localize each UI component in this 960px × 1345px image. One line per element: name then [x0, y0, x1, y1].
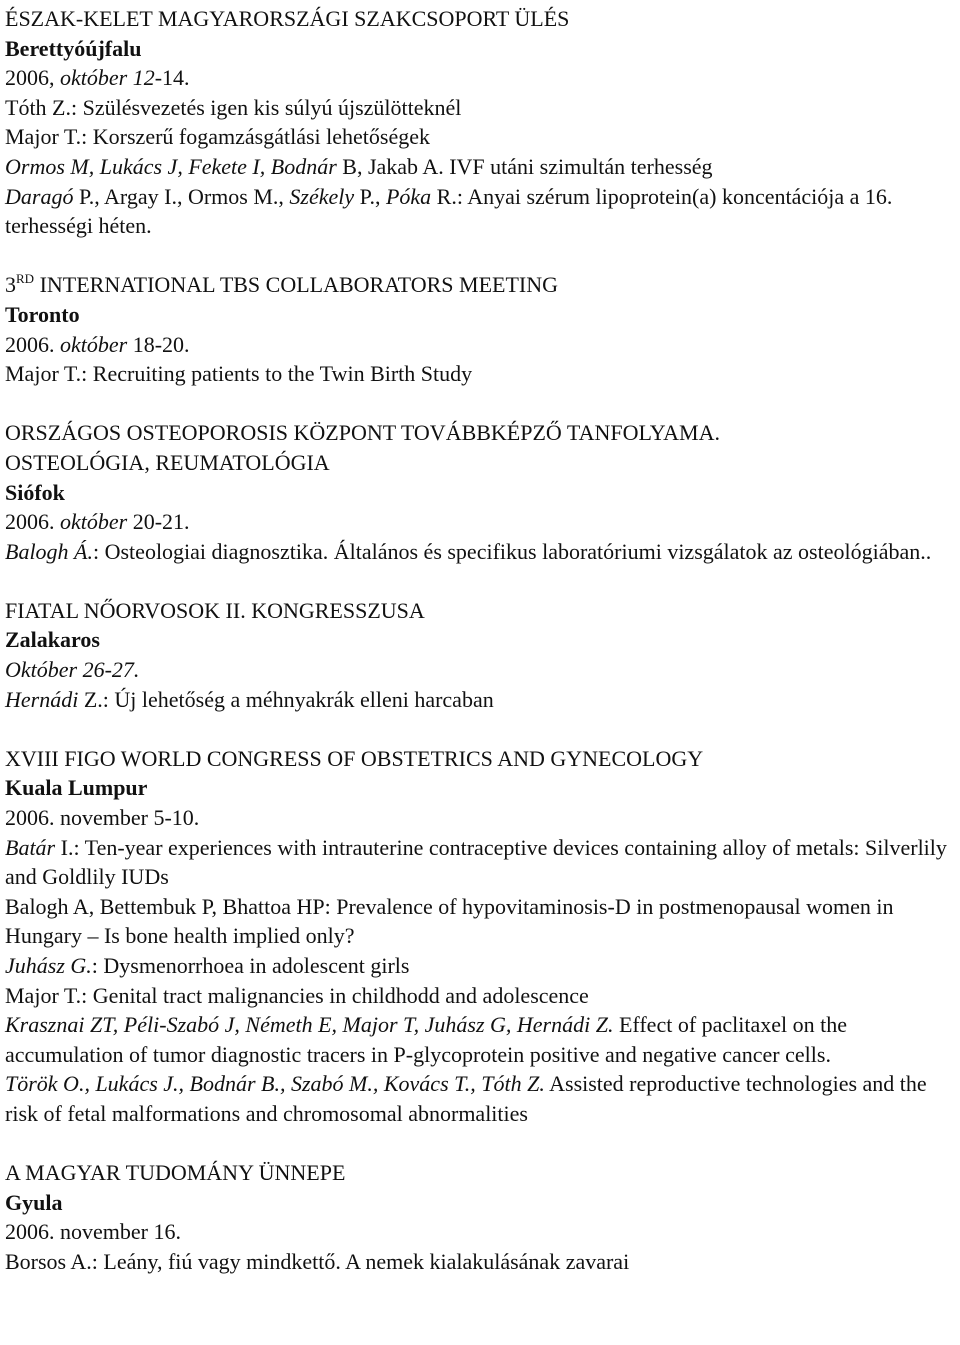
talk-entry: Borsos A.: Leány, fiú vagy mindkettő. A nemek kialakulásának zavarai	[5, 1248, 630, 1274]
section-date: 2006, október 12-14.	[5, 65, 190, 91]
section-title: ÉSZAK-KELET MAGYARORSZÁGI SZAKCSOPORT ÜLÉS	[5, 6, 570, 31]
section-place: Berettyóújfalu	[5, 35, 142, 61]
spacer	[5, 389, 955, 419]
section-title: A MAGYAR TUDOMÁNY ÜNNEPE	[5, 1160, 346, 1186]
section-title: XVIII FIGO WORLD CONGRESS OF OBSTETRICS AND GYNECOLOGY	[5, 745, 704, 771]
section-date: 2006. október 20-21.	[5, 509, 190, 535]
section-title: 3RD INTERNATIONAL TBS COLLABORATORS MEETING	[5, 271, 558, 298]
spacer	[5, 566, 955, 596]
section-place: Kuala Lumpur	[5, 775, 148, 801]
section-date: Október 26-27.	[5, 657, 140, 683]
talk-entry: Juhász G.: Dysmenorrhoea in adolescent girls	[5, 953, 410, 978]
spacer	[5, 241, 955, 271]
section-place: Siófok	[5, 479, 65, 505]
talk-entry: Tóth Z.: Szülésvezetés igen kis súlyú újszülötteknél	[5, 94, 462, 120]
section-place: Zalakaros	[5, 627, 100, 653]
talk-entry: Hernádi Z.: Új lehetőség a méhnyakrák elleni harcaban	[5, 686, 494, 712]
section-date: 2006. november 5-10.	[5, 805, 200, 831]
talk-entry: Krasznai ZT, Péli-Szabó J, Németh E, Major T, Juhász G, Hernádi Z. Effect of paclitaxel on the accumulation of tumor diagnostic tracers in P-glycoprotein positive and negative cancer cells.	[5, 1012, 848, 1067]
talk-entry: Major T.: Recruiting patients to the Twin Birth Study	[5, 361, 473, 387]
section-title: FIATAL NŐORVOSOK II. KONGRESSZUSA	[5, 597, 425, 623]
talk-entry: Ormos M, Lukács J, Fekete I, Bodnár B, Jakab A. IVF utáni szimultán terhesség	[5, 153, 713, 179]
talk-entry: Balogh Á.: Osteologiai diagnosztika. Általános és specifikus laboratóriumi vizsgálatok az osteológiában..	[5, 538, 932, 564]
section-place: Toronto	[5, 301, 80, 327]
talk-entry: Batár I.: Ten-year experiences with intrauterine contraceptive devices containing alloy of metals: Silverlily and Goldlily IUDs	[5, 834, 947, 890]
section-place: Gyula	[5, 1189, 63, 1215]
talk-entry: Balogh A, Bettembuk P, Bhattoa HP: Prevalence of hypovitaminosis-D in postmenopausal women in Hungary – Is bone health implied only?	[5, 893, 894, 949]
section-date: 2006. október 18-20.	[5, 331, 190, 357]
talk-entry: Daragó P., Argay I., Ormos M., Székely P., Póka R.: Anyai szérum lipoprotein(a) koncentációja a 16. terhességi héten.	[5, 183, 893, 239]
talk-entry: Török O., Lukács J., Bodnár B., Szabó M., Kovács T., Tóth Z. Assisted reproductive technologies and the risk of fetal malformations and chromosomal abnormalities	[5, 1071, 927, 1126]
talk-entry: Major T.: Genital tract malignancies in childhodd and adolescence	[5, 982, 589, 1008]
talk-entry: Major T.: Korszerű fogamzásgátlási lehetőségek	[5, 124, 430, 150]
spacer	[5, 1129, 955, 1159]
section-title: ORSZÁGOS OSTEOPOROSIS KÖZPONT TOVÁBBKÉPZŐ TANFOLYAMA.	[5, 420, 721, 446]
spacer	[5, 714, 955, 744]
section-subtitle: OSTEOLÓGIA, REUMATOLÓGIA	[5, 449, 330, 475]
section-date: 2006. november 16.	[5, 1219, 181, 1245]
